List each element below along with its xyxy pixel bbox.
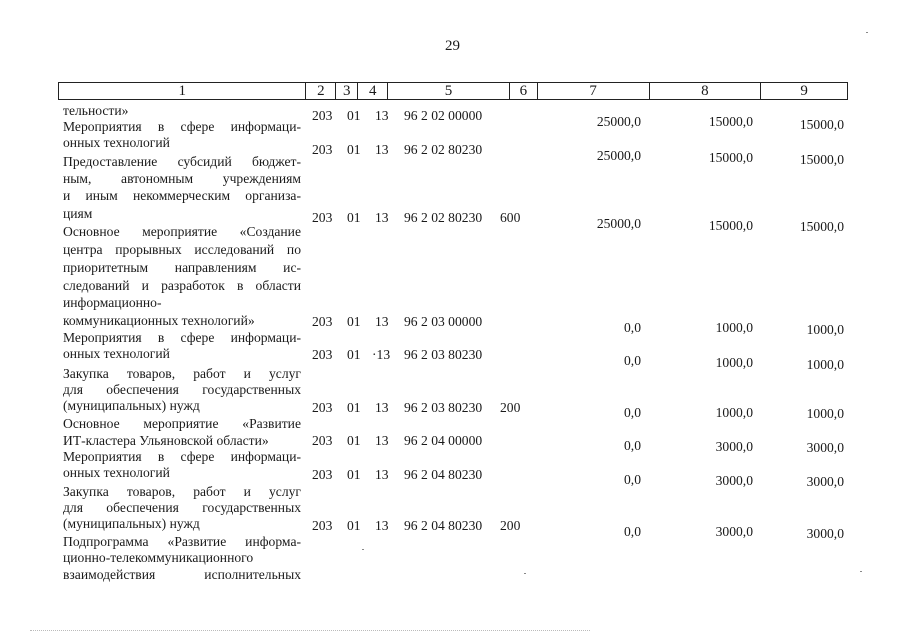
table-row — [0, 400, 905, 421]
text-line: Предоставление субсидий бюджет- — [63, 154, 301, 169]
text-line: (муниципальных) нужд — [63, 516, 200, 531]
text-line: (муниципальных) нужд — [63, 398, 200, 413]
text-line: онных технологий — [63, 135, 170, 150]
cell-value-8: 15000,0 — [708, 218, 753, 233]
cell-code-3: 01 — [347, 142, 361, 157]
text-line: онных технологий — [63, 346, 170, 361]
cell-value-8: 15000,0 — [708, 150, 753, 165]
cell-code-6: 600 — [500, 210, 521, 225]
cell-value-8: 3000,0 — [715, 473, 753, 488]
text-line: ИТ-кластера Ульяновской области» — [63, 433, 269, 448]
cell-code-2: 203 — [312, 433, 333, 448]
cell-code-5: 96 2 03 80230 — [404, 347, 483, 362]
cell-value-8: 1000,0 — [715, 355, 753, 370]
cell-value-7: 0,0 — [624, 438, 641, 453]
header-col-4: 4 — [358, 83, 388, 99]
text-line: ным, автономным учреждениям — [63, 171, 301, 186]
cell-code-3: 01 — [347, 400, 361, 415]
cell-value-7: 0,0 — [624, 353, 641, 368]
header-col-3: 3 — [336, 83, 358, 99]
cell-value-9: 15000,0 — [799, 152, 844, 167]
cell-value-9: 3000,0 — [806, 526, 844, 541]
scan-speck — [362, 549, 364, 550]
text-line: ционно-телекоммуникационного — [63, 550, 254, 565]
cell-value-9: 15000,0 — [799, 219, 844, 234]
cell-value-9: 3000,0 — [806, 440, 844, 455]
scan-edge — [30, 630, 590, 632]
cell-code-5: 96 2 02 80230 — [404, 210, 483, 225]
header-col-1: 1 — [59, 83, 306, 99]
cell-code-5: 96 2 04 80230 — [404, 518, 483, 533]
table-row — [0, 433, 905, 455]
page-number: 29 — [445, 38, 460, 54]
cell-value-9: 1000,0 — [806, 406, 844, 421]
cell-value-7: 0,0 — [624, 524, 641, 539]
cell-value-9: 3000,0 — [806, 474, 844, 489]
text-line: Мероприятия в сфере информаци- — [63, 119, 301, 134]
cell-code-6: 200 — [500, 400, 521, 415]
cell-code-5: 96 2 03 80230 — [404, 400, 483, 415]
cell-code-4: 13 — [375, 518, 389, 533]
text-line: взаимодействия исполнительных — [63, 567, 301, 582]
cell-code-3: 01 — [347, 210, 361, 225]
cell-value-7: 25000,0 — [596, 148, 641, 163]
cell-value-8: 1000,0 — [715, 405, 753, 420]
cell-code-4: 13 — [375, 210, 389, 225]
header-col-6: 6 — [510, 83, 538, 99]
cell-value-8: 3000,0 — [715, 439, 753, 454]
header-col-8: 8 — [650, 83, 762, 99]
cell-code-6: 200 — [500, 518, 521, 533]
cell-code-3: 01 — [347, 108, 361, 123]
cell-code-3: 01 — [347, 433, 361, 448]
cell-code-4: 13 — [375, 108, 389, 123]
cell-code-3: 01 — [347, 314, 361, 329]
text-line: приоритетным направлениям ис- — [63, 260, 301, 275]
text-line: следований и разработок в области — [63, 278, 301, 293]
text-line: Закупка товаров, работ и услуг — [63, 366, 301, 381]
header-col-2: 2 — [306, 83, 336, 99]
text-line: Мероприятия в сфере информаци- — [63, 330, 301, 345]
text-line: циям — [63, 206, 93, 221]
cell-code-2: 203 — [312, 314, 333, 329]
cell-code-2: 203 — [312, 142, 333, 157]
cell-code-2: 203 — [312, 518, 333, 533]
cell-value-7: 0,0 — [624, 472, 641, 487]
cell-code-2: 203 — [312, 210, 333, 225]
cell-code-5: 96 2 04 00000 — [404, 433, 483, 448]
text-line: Подпрограмма «Развитие информа- — [63, 534, 301, 549]
text-line: Закупка товаров, работ и услуг — [63, 484, 301, 499]
cell-value-8: 1000,0 — [715, 320, 753, 335]
header-col-7: 7 — [538, 83, 650, 99]
table-row — [0, 518, 905, 541]
cell-code-2: 203 — [312, 347, 333, 362]
cell-code-3: 01 — [347, 467, 361, 482]
text-line: для обеспечения государственных — [63, 500, 301, 515]
cell-code-3: 01 — [347, 518, 361, 533]
cell-value-9: 15000,0 — [799, 117, 844, 132]
cell-code-4: 13 — [375, 142, 389, 157]
cell-code-4: 13 — [375, 467, 389, 482]
text-line: Основное мероприятие «Создание — [63, 224, 301, 239]
text-line: центра прорывных исследований по — [63, 242, 301, 257]
cell-code-5: 96 2 02 00000 — [404, 108, 483, 123]
scan-speck — [866, 32, 868, 33]
text-line: информационно- — [63, 295, 162, 310]
cell-code-4: 13 — [375, 400, 389, 415]
text-line: Мероприятия в сфере информаци- — [63, 449, 301, 464]
cell-code-2: 203 — [312, 400, 333, 415]
cell-value-7: 0,0 — [624, 405, 641, 420]
table-row — [0, 314, 905, 337]
cell-value-7: 0,0 — [624, 320, 641, 335]
cell-code-5: 96 2 02 80230 — [404, 142, 483, 157]
text-line: коммуникационных технологий» — [63, 313, 255, 328]
cell-code-5: 96 2 03 00000 — [404, 314, 483, 329]
text-line: тельности» — [63, 103, 129, 118]
scan-speck — [860, 571, 862, 572]
scan-speck — [524, 573, 526, 574]
cell-code-5: 96 2 04 80230 — [404, 467, 483, 482]
cell-value-7: 25000,0 — [596, 114, 641, 129]
cell-code-2: 203 — [312, 108, 333, 123]
cell-code-3: 01 — [347, 347, 361, 362]
table-header — [58, 82, 848, 100]
text-line: для обеспечения государственных — [63, 382, 301, 397]
text-line: и иным некоммерческим организа- — [63, 188, 301, 203]
text-line: Основное мероприятие «Развитие — [63, 416, 301, 431]
cell-code-2: 203 — [312, 467, 333, 482]
cell-value-9: 1000,0 — [806, 357, 844, 372]
header-col-5: 5 — [388, 83, 510, 99]
cell-code-4: 13 — [375, 433, 389, 448]
header-col-9: 9 — [800, 83, 808, 99]
cell-code-4: ·13 — [372, 347, 391, 362]
cell-value-7: 25000,0 — [596, 216, 641, 231]
cell-value-8: 3000,0 — [715, 524, 753, 539]
text-line: онных технологий — [63, 465, 170, 480]
cell-value-8: 15000,0 — [708, 114, 753, 129]
table-row — [0, 347, 905, 372]
table-row — [0, 467, 905, 489]
cell-code-4: 13 — [375, 314, 389, 329]
cell-value-9: 1000,0 — [806, 322, 844, 337]
